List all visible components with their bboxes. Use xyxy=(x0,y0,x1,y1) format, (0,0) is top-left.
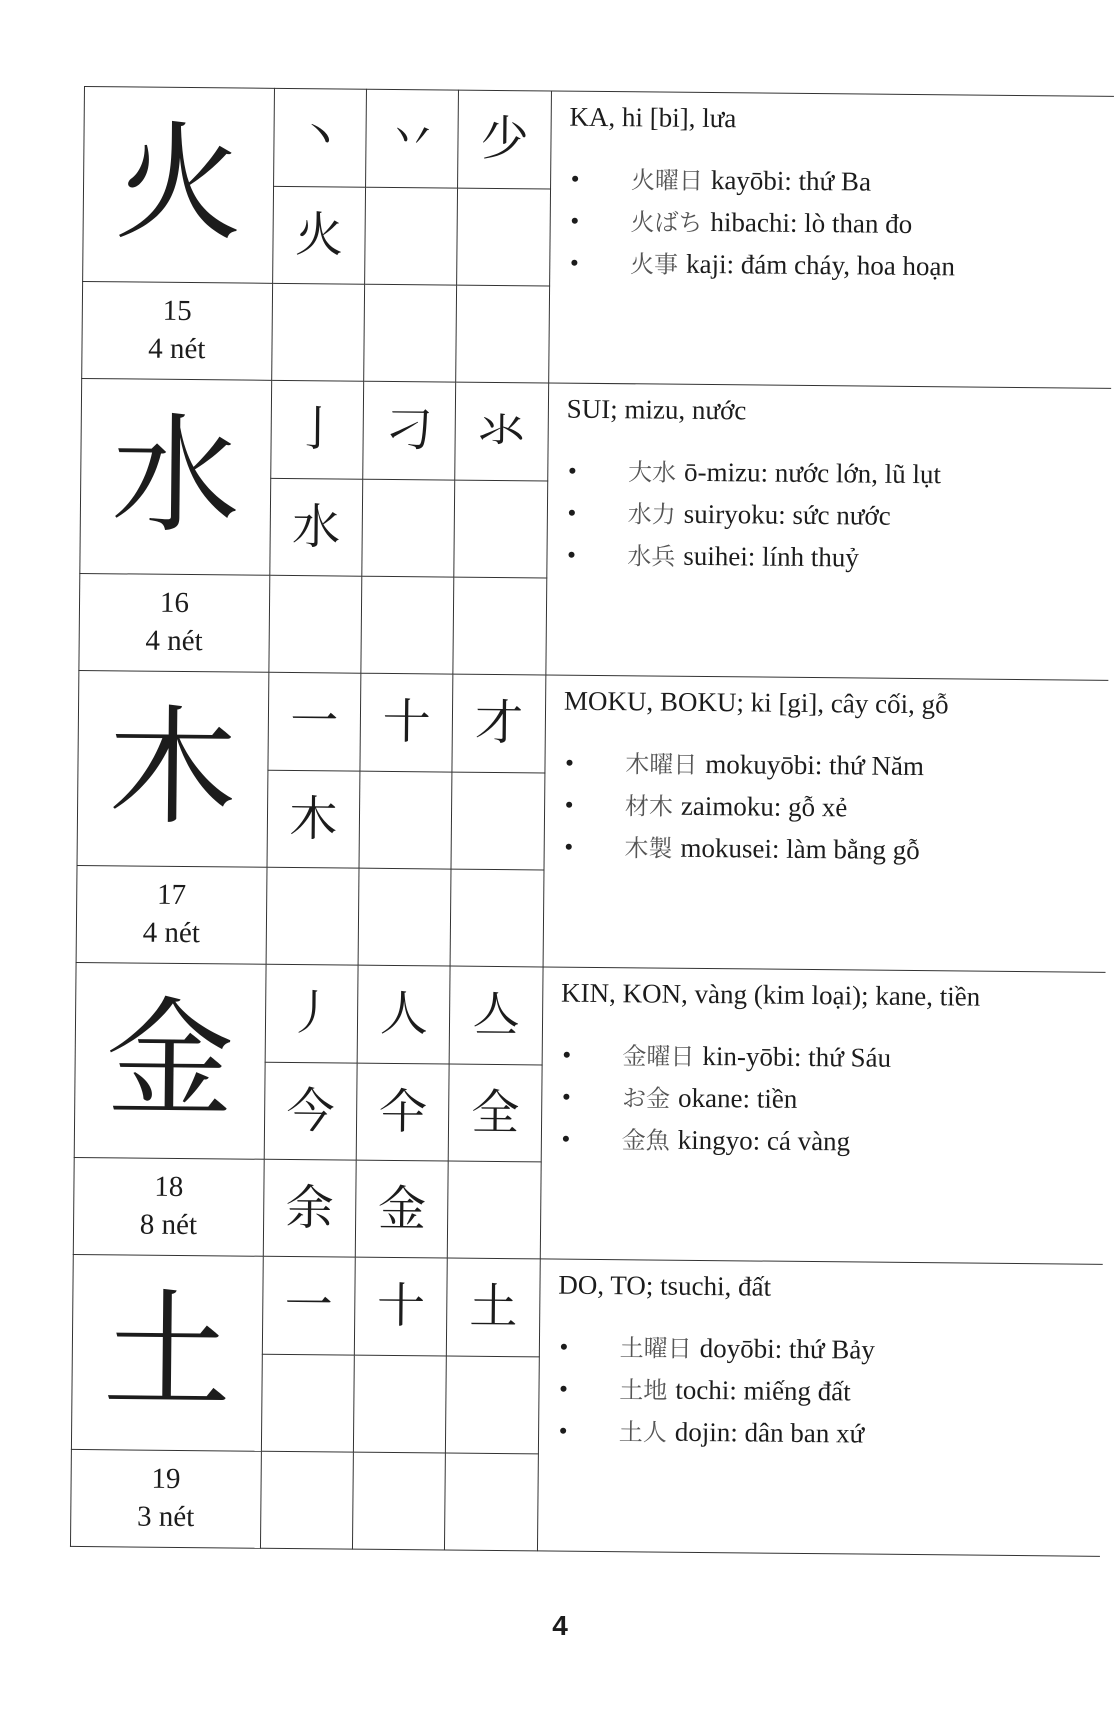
example-kanji: 金魚 xyxy=(621,1126,670,1155)
example-list xyxy=(565,451,1110,582)
example-list xyxy=(562,743,1107,874)
main-kanji: 木 xyxy=(77,670,269,867)
kanji-index-cell xyxy=(76,865,267,964)
stroke-step-cell: 水 xyxy=(270,478,363,576)
kanji-info xyxy=(548,91,1113,388)
kanji-reading: MOKU, BOKU; ki [gi], cây cối, gỗ xyxy=(563,685,949,720)
kanji-reading: KIN, KON, vàng (kim loại); kane, tiền xyxy=(560,977,981,1012)
stroke-step-cell xyxy=(260,1451,353,1549)
example-text: mokuyōbi: thứ Năm xyxy=(705,748,925,782)
example-text: tochi: miếng đất xyxy=(675,1374,851,1407)
example-item xyxy=(625,785,1108,832)
stroke-step-cell: 仐 xyxy=(356,1063,449,1161)
example-kanji: 火ばち xyxy=(630,208,703,237)
example-kanji: 水力 xyxy=(627,500,676,529)
kanji-entry-row xyxy=(78,670,1108,777)
example-text: kin-yōbi: thứ Sáu xyxy=(702,1040,892,1073)
example-item xyxy=(619,1327,1102,1374)
example-item xyxy=(631,159,1114,206)
kanji-reading: KA, hi [bi], lưa xyxy=(569,101,737,134)
example-text: zaimoku: gỗ xẻ xyxy=(680,790,848,823)
stroke-step-cell: 一 xyxy=(262,1256,355,1354)
stroke-step-cell: 火 xyxy=(272,186,365,284)
kanji-entry-row xyxy=(81,378,1111,485)
example-text: mokusei: làm bằng gỗ xyxy=(680,832,920,866)
example-kanji: 火曜日 xyxy=(630,166,704,195)
stroke-count: 4 nét xyxy=(145,624,203,658)
main-kanji: 土 xyxy=(71,1254,263,1451)
example-text: dojin: dân ban xứ xyxy=(674,1416,865,1449)
kanji-info xyxy=(543,675,1108,972)
stroke-step-cell xyxy=(364,284,457,382)
example-text: kingyo: cá vàng xyxy=(677,1124,851,1157)
example-kanji: 土地 xyxy=(619,1376,668,1405)
example-text: okane: tiền xyxy=(677,1082,798,1114)
example-list xyxy=(557,1327,1102,1458)
example-item xyxy=(624,827,1107,874)
stroke-step-cell xyxy=(271,283,364,381)
stroke-step-cell: 亼 xyxy=(450,966,543,1064)
kanji-reading: SUI; mizu, nước xyxy=(566,393,747,426)
example-item xyxy=(622,1035,1105,1082)
example-item xyxy=(627,493,1110,540)
example-item xyxy=(622,1077,1105,1124)
stroke-step-cell xyxy=(448,1161,541,1259)
stroke-step-cell: 刁 xyxy=(363,381,456,479)
example-text: ō-mizu: nước lớn, lũ lụt xyxy=(683,456,942,490)
kanji-entry-row xyxy=(84,87,1114,194)
kanji-entry-row xyxy=(75,962,1105,1069)
stroke-step-cell: 少 xyxy=(458,90,551,188)
example-item xyxy=(627,535,1110,582)
kanji-index-cell xyxy=(73,1157,264,1256)
example-item xyxy=(625,743,1108,790)
example-kanji: 大水 xyxy=(627,458,677,487)
stroke-step-cell: 十 xyxy=(360,673,453,771)
stroke-step-cell xyxy=(353,1355,446,1453)
example-kanji: 金曜日 xyxy=(622,1042,695,1071)
example-kanji: 火事 xyxy=(629,250,679,279)
stroke-count: 3 nét xyxy=(136,1500,195,1534)
kanji-index-cell xyxy=(70,1449,261,1548)
example-kanji: 土人 xyxy=(618,1418,668,1447)
stroke-step-cell: 余 xyxy=(263,1159,356,1257)
stroke-step-cell: 人 xyxy=(357,965,450,1063)
kanji-index-cell xyxy=(82,281,273,380)
stroke-step-cell: 一 xyxy=(268,672,361,770)
example-kanji: 木製 xyxy=(624,834,673,863)
stroke-step-cell xyxy=(456,285,549,383)
stroke-step-cell xyxy=(362,479,455,577)
kanji-table xyxy=(70,86,1114,1557)
example-item xyxy=(630,243,1113,290)
stroke-step-cell: 丷 xyxy=(366,89,459,187)
stroke-step-cell xyxy=(453,577,546,675)
kanji-info xyxy=(540,967,1105,1264)
kanji-entry-row xyxy=(72,1254,1102,1361)
example-kanji: お金 xyxy=(621,1084,671,1113)
main-kanji: 火 xyxy=(83,87,275,284)
example-item xyxy=(621,1119,1104,1166)
stroke-step-cell: 丶 xyxy=(273,88,366,186)
kanji-reading: DO, TO; tsuchi, đất xyxy=(558,1269,772,1302)
stroke-step-cell xyxy=(451,772,544,870)
kanji-number: 16 xyxy=(159,587,190,620)
stroke-step-cell xyxy=(451,869,544,967)
stroke-step-cell xyxy=(445,1453,538,1551)
stroke-step-cell: 金 xyxy=(355,1160,448,1258)
main-kanji: 水 xyxy=(80,378,272,575)
stroke-step-cell: 木 xyxy=(267,770,360,868)
stroke-step-cell: 全 xyxy=(449,1064,542,1162)
stroke-step-cell xyxy=(359,771,452,869)
kanji-number: 17 xyxy=(156,879,187,912)
kanji-number: 19 xyxy=(151,1463,181,1496)
example-item xyxy=(628,451,1111,498)
page-number: 4 xyxy=(552,1610,568,1641)
stroke-step-cell xyxy=(353,1452,446,1550)
example-list xyxy=(559,1035,1104,1166)
stroke-step-cell xyxy=(266,867,359,965)
example-text: doyōbi: thứ Bảy xyxy=(699,1332,875,1365)
example-kanji: 土曜日 xyxy=(619,1334,692,1363)
stroke-count: 8 nét xyxy=(139,1208,198,1242)
kanji-number: 18 xyxy=(154,1171,184,1204)
stroke-step-cell xyxy=(269,575,362,673)
stroke-step-cell: 亅 xyxy=(270,380,363,478)
stroke-step-cell xyxy=(365,187,458,285)
stroke-step-cell xyxy=(261,1354,354,1452)
example-item xyxy=(619,1369,1102,1416)
example-item xyxy=(630,201,1113,248)
stroke-step-cell xyxy=(457,188,550,286)
stroke-step-cell: 土 xyxy=(447,1258,540,1356)
example-text: hibachi: lò than đo xyxy=(710,207,913,239)
stroke-step-cell: 才 xyxy=(452,674,545,772)
stroke-count: 4 nét xyxy=(142,916,200,950)
stroke-step-cell xyxy=(454,480,547,578)
stroke-step-cell xyxy=(446,1356,539,1454)
example-kanji: 材木 xyxy=(624,792,674,821)
stroke-step-cell xyxy=(361,576,454,674)
example-text: kaji: đám cháy, hoa hoạn xyxy=(685,248,956,282)
stroke-step-cell: 丿 xyxy=(265,964,358,1062)
example-text: suiryoku: sức nước xyxy=(683,498,891,531)
stroke-step-cell: 今 xyxy=(264,1062,357,1160)
kanji-info xyxy=(537,1259,1102,1556)
stroke-step-cell: 氺 xyxy=(455,382,548,480)
kanji-number: 15 xyxy=(162,295,192,328)
stroke-step-cell: 十 xyxy=(354,1257,447,1355)
example-kanji: 水兵 xyxy=(627,542,676,571)
example-text: kayōbi: thứ Ba xyxy=(710,165,872,197)
kanji-page xyxy=(70,86,1114,1557)
example-list xyxy=(568,159,1113,290)
stroke-count: 4 nét xyxy=(148,332,206,366)
main-kanji: 金 xyxy=(74,962,266,1159)
example-item xyxy=(619,1411,1102,1458)
example-kanji: 木曜日 xyxy=(625,750,698,779)
stroke-step-cell xyxy=(358,868,451,966)
kanji-index-cell xyxy=(79,573,270,672)
kanji-info xyxy=(546,383,1111,680)
example-text: suihei: lính thuỷ xyxy=(683,540,859,573)
